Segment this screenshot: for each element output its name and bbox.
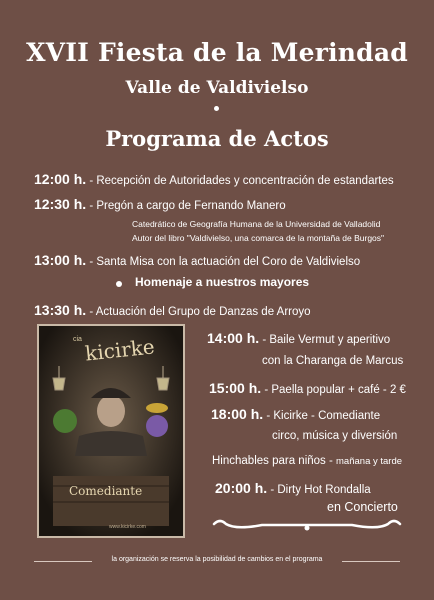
poster-brand-small: cia — [73, 336, 82, 343]
program-item — [207, 330, 390, 346]
program-time: 14:00 h. — [207, 330, 260, 346]
program-item — [34, 302, 311, 318]
program-text: - Actuación del Grupo de Danzas de Arroyo — [86, 306, 311, 318]
poster-url: www.kicirke.com — [109, 524, 146, 530]
main-title: XVII Fiesta de la Merindad — [26, 38, 408, 67]
decorative-wave — [212, 516, 402, 532]
bullet-icon — [116, 281, 122, 287]
program-item — [211, 406, 380, 422]
poster-brand: kicirke — [83, 334, 156, 366]
program-text: - Dirty Hot Rondalla — [267, 484, 371, 496]
program-text: - Baile Vermut y aperitivo — [259, 334, 391, 346]
program-time: 20:00 h. — [215, 480, 268, 496]
program-text: - Pregón a cargo de Fernando Manero — [86, 200, 286, 212]
poster-caption: Comediante — [69, 484, 143, 498]
kicirke-poster-image — [37, 324, 185, 538]
program-text: Hinchables para niños - — [212, 455, 337, 467]
subtitle: Valle de Valdivielso — [125, 78, 309, 98]
program-time: 13:00 h. — [34, 252, 87, 268]
program-extra: en Concierto — [327, 500, 398, 514]
program-extra: circo, música y diversión — [272, 430, 398, 442]
program-item — [34, 171, 394, 187]
program-text: Homenaje a nuestros mayores — [135, 275, 310, 289]
program-item — [209, 380, 406, 396]
footer-note: la organización se reserva la posibilidad de cambios en el programa — [111, 556, 323, 563]
footer-divider — [342, 561, 400, 562]
program-note: Catedrático de Geografía Humana de la Universidad de Valladolid — [132, 219, 381, 229]
program-time: 12:30 h. — [34, 196, 87, 212]
program-time: 15:00 h. — [209, 380, 262, 396]
program-extra: con la Charanga de Marcus — [262, 355, 404, 367]
program-note: Autor del libro "Valdivielso, una comarca de la montaña de Burgos" — [132, 233, 385, 243]
program-item — [34, 196, 286, 212]
program-item — [34, 252, 360, 268]
program-text: - Recepción de Autoridades y concentración de estandartes — [86, 175, 394, 187]
program-item — [215, 480, 371, 496]
program-item — [212, 455, 402, 467]
program-heading: Programa de Actos — [105, 126, 329, 151]
program-time: 12:00 h. — [34, 171, 87, 187]
program-text: - Santa Misa con la actuación del Coro de Valdivielso — [86, 256, 361, 268]
program-time: 13:30 h. — [34, 302, 87, 318]
program-extra: mañana y tarde — [336, 456, 403, 467]
divider-dot — [214, 106, 219, 111]
program-text: - Paella popular + café - 2 € — [261, 384, 406, 396]
program-text: - Kicirke - Comediante — [263, 410, 381, 422]
program-time: 18:00 h. — [211, 406, 264, 422]
